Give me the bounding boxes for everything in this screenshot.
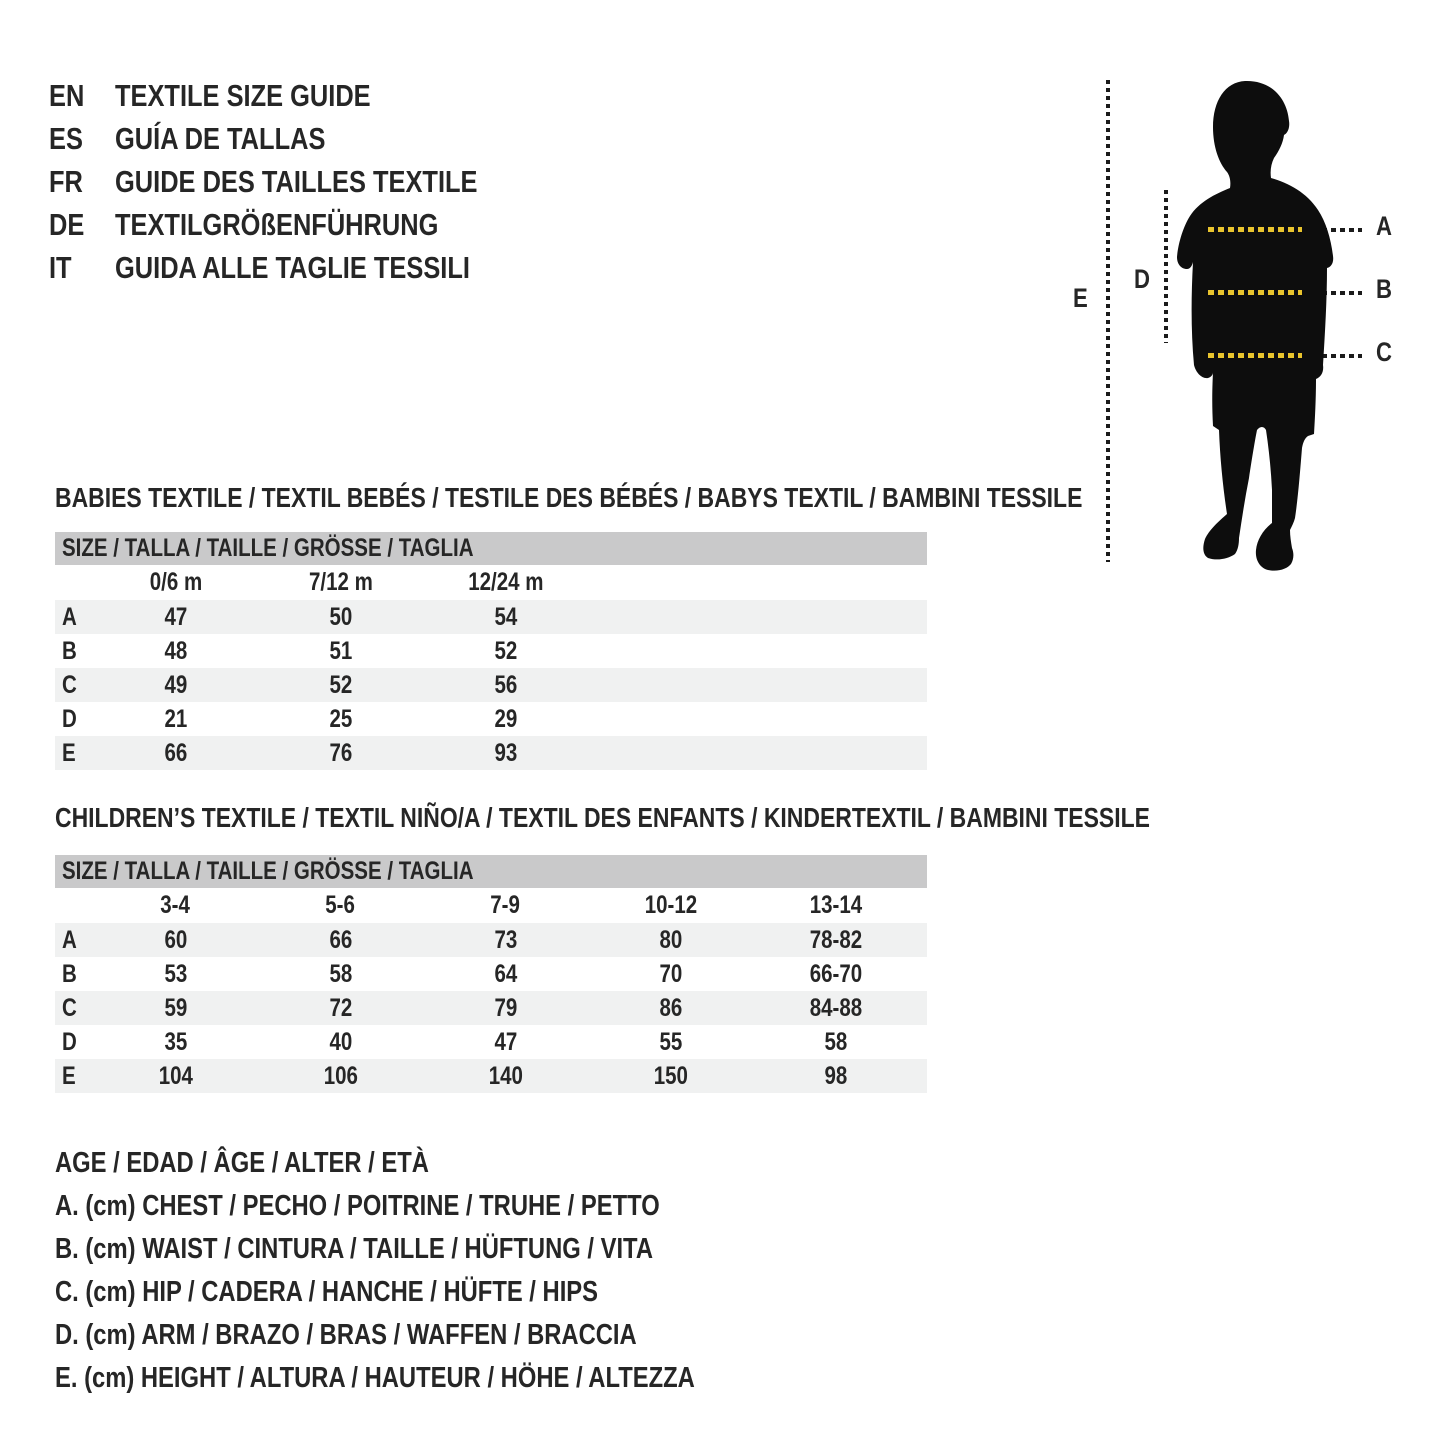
column-header: 3-4 xyxy=(160,891,191,919)
size-value-cell: 29 xyxy=(494,704,517,733)
arm-measure-line-D xyxy=(1164,190,1168,343)
column-header-row xyxy=(55,888,927,923)
language-code: IT xyxy=(49,249,72,285)
hip-measure-line-C xyxy=(1208,353,1302,358)
size-value-cell: 140 xyxy=(488,1061,523,1090)
column-header: 10-12 xyxy=(644,891,697,919)
language-row xyxy=(49,117,557,160)
guide-title: TEXTILGRÖßENFÜHRUNG xyxy=(115,206,439,242)
table-row xyxy=(55,736,927,770)
table-row xyxy=(55,923,927,957)
legend-item: A. (cm) CHEST / PECHO / POITRINE / TRUHE / PETTO xyxy=(55,1190,660,1222)
babies-section-title: BABIES TEXTILE / TEXTIL BEBÉS / TESTILE DES BÉBÉS / BABYS TEXTIL / BAMBINI TESSILE xyxy=(55,482,1083,513)
column-header: 7/12 m xyxy=(308,568,373,596)
size-value-cell: 150 xyxy=(653,1061,688,1090)
size-value-cell: 93 xyxy=(494,738,517,767)
column-header: 13-14 xyxy=(809,891,862,919)
row-label: C xyxy=(62,670,77,699)
size-value-cell: 49 xyxy=(164,670,187,699)
size-value-cell: 52 xyxy=(329,670,352,699)
language-title-list xyxy=(49,74,557,289)
size-value-cell: 53 xyxy=(164,959,187,988)
row-label: D xyxy=(62,704,77,733)
children-section-title: CHILDREN’S TEXTILE / TEXTIL NIÑO/A / TEXTIL DES ENFANTS / KINDERTEXTIL / BAMBINI TESSILE xyxy=(55,802,1150,833)
legend-item: B. (cm) WAIST / CINTURA / TAILLE / HÜFTUNG / VITA xyxy=(55,1233,653,1265)
table-row xyxy=(55,1059,927,1093)
size-value-cell: 60 xyxy=(164,925,187,954)
size-value-cell: 66-70 xyxy=(809,959,862,988)
row-label: C xyxy=(62,993,77,1022)
language-row xyxy=(49,246,557,289)
column-header: 12/24 m xyxy=(467,568,544,596)
size-value-cell: 54 xyxy=(494,602,517,631)
size-value-cell: 52 xyxy=(494,636,517,665)
measure-label-B: B xyxy=(1376,274,1392,304)
size-header-bar: SIZE / TALLA / TAILLE / GRÖSSE / TAGLIA xyxy=(55,532,927,565)
measure-label-E: E xyxy=(1073,283,1088,313)
size-value-cell: 84-88 xyxy=(809,993,862,1022)
size-header-bar: SIZE / TALLA / TAILLE / GRÖSSE / TAGLIA xyxy=(55,855,927,888)
size-value-cell: 66 xyxy=(329,925,352,954)
size-value-cell: 80 xyxy=(659,925,682,954)
size-value-cell: 47 xyxy=(494,1027,517,1056)
size-value-cell: 55 xyxy=(659,1027,682,1056)
size-value-cell: 79 xyxy=(494,993,517,1022)
size-value-cell: 47 xyxy=(164,602,187,631)
measure-label-D: D xyxy=(1134,264,1150,294)
language-code: EN xyxy=(49,77,85,113)
language-row xyxy=(49,203,557,246)
size-value-cell: 98 xyxy=(824,1061,847,1090)
babies-size-table xyxy=(55,532,927,770)
table-row xyxy=(55,668,927,702)
chest-measure-line-A xyxy=(1208,227,1302,232)
size-value-cell: 35 xyxy=(164,1027,187,1056)
column-header: 7-9 xyxy=(490,891,521,919)
language-row xyxy=(49,160,557,203)
column-header-row xyxy=(55,565,927,600)
table-row xyxy=(55,957,927,991)
table-row xyxy=(55,634,927,668)
size-value-cell: 70 xyxy=(659,959,682,988)
size-value-cell: 86 xyxy=(659,993,682,1022)
size-value-cell: 51 xyxy=(329,636,352,665)
size-value-cell: 64 xyxy=(494,959,517,988)
column-header: 0/6 m xyxy=(149,568,202,596)
language-code: DE xyxy=(49,206,85,242)
size-value-cell: 78-82 xyxy=(809,925,862,954)
measure-label-A: A xyxy=(1376,211,1392,241)
row-label: E xyxy=(62,738,76,767)
size-value-cell: 58 xyxy=(824,1027,847,1056)
measurement-legend xyxy=(55,1142,835,1400)
size-value-cell: 66 xyxy=(164,738,187,767)
waist-measure-line-B xyxy=(1208,290,1302,295)
language-code: FR xyxy=(49,163,83,199)
guide-title: GUIDE DES TAILLES TEXTILE xyxy=(115,163,478,199)
guide-title: GUÍA DE TALLAS xyxy=(115,120,326,156)
language-code: ES xyxy=(49,120,83,156)
size-value-cell: 106 xyxy=(323,1061,358,1090)
guide-title: TEXTILE SIZE GUIDE xyxy=(115,77,371,113)
table-row xyxy=(55,702,927,736)
language-row xyxy=(49,74,557,117)
size-value-cell: 21 xyxy=(164,704,187,733)
size-value-cell: 48 xyxy=(164,636,187,665)
legend-age-line: AGE / EDAD / ÂGE / ALTER / ETÀ xyxy=(55,1147,429,1179)
size-value-cell: 59 xyxy=(164,993,187,1022)
row-label: A xyxy=(62,602,77,631)
size-value-cell: 25 xyxy=(329,704,352,733)
column-header: 5-6 xyxy=(325,891,356,919)
size-value-cell: 72 xyxy=(329,993,352,1022)
size-value-cell: 73 xyxy=(494,925,517,954)
legend-item: E. (cm) HEIGHT / ALTURA / HAUTEUR / HÖHE / ALTEZZA xyxy=(55,1362,695,1394)
size-value-cell: 50 xyxy=(329,602,352,631)
size-value-cell: 76 xyxy=(329,738,352,767)
table-row xyxy=(55,1025,927,1059)
row-label: B xyxy=(62,959,77,988)
row-label: B xyxy=(62,636,77,665)
legend-item: D. (cm) ARM / BRAZO / BRAS / WAFFEN / BRACCIA xyxy=(55,1319,637,1351)
table-row xyxy=(55,600,927,634)
size-value-cell: 58 xyxy=(329,959,352,988)
children-size-table xyxy=(55,855,927,1093)
row-label: E xyxy=(62,1061,76,1090)
measure-label-C: C xyxy=(1376,337,1392,367)
child-body-shape xyxy=(1177,81,1333,571)
size-value-cell: 104 xyxy=(158,1061,193,1090)
size-value-cell: 40 xyxy=(329,1027,352,1056)
row-label: A xyxy=(62,925,77,954)
row-label: D xyxy=(62,1027,77,1056)
size-value-cell: 56 xyxy=(494,670,517,699)
child-silhouette-figure xyxy=(1175,78,1335,578)
table-row xyxy=(55,991,927,1025)
guide-title: GUIDA ALLE TAGLIE TESSILI xyxy=(115,249,470,285)
legend-item: C. (cm) HIP / CADERA / HANCHE / HÜFTE / HIPS xyxy=(55,1276,599,1308)
